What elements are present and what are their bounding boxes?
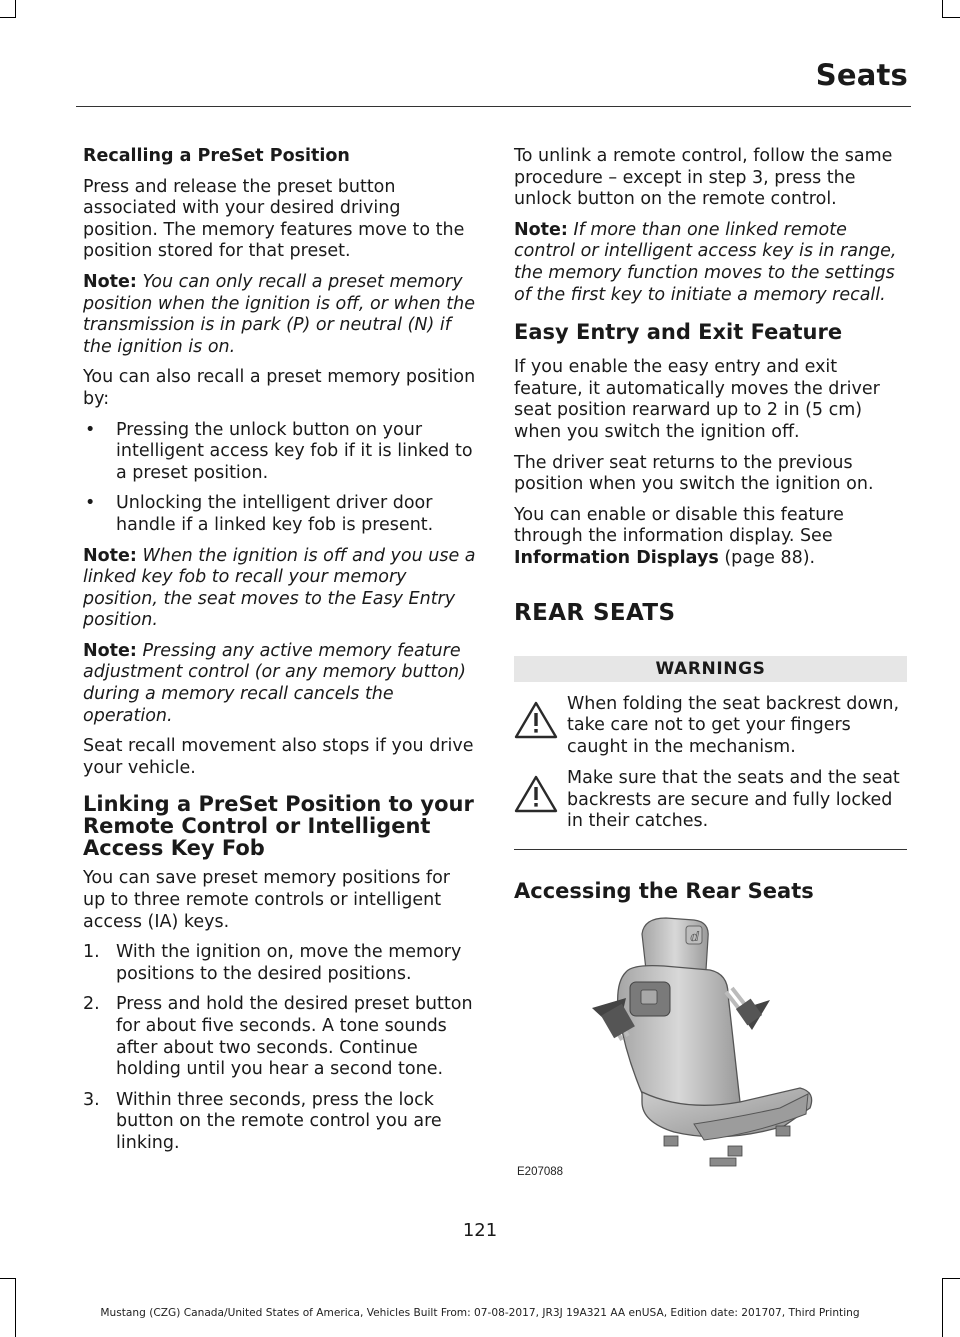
paragraph-enable-feature bbox=[514, 505, 907, 570]
note-text: When the ignition is off and you use a linked key fob to recall your memory position, the seat moves to the Easy Entry position. bbox=[83, 545, 476, 631]
heading-easy-entry: Easy Entry and Exit Feature bbox=[514, 320, 843, 345]
note-text: Pressing any active memory feature adjustment control (or any memory button) during a memory recall cancels the operation. bbox=[83, 640, 466, 726]
step-text: Press and hold the desired preset button for about five seconds. A tone sounds after about two seconds. Continue holding until you hear a second tone. bbox=[116, 994, 473, 1080]
crop-mark-bottom-right-h bbox=[942, 1278, 960, 1279]
step-number: 3. bbox=[83, 1089, 100, 1110]
paragraph-unlink: To unlink a remote control, follow the same procedure – except in step 3, press the unlock button on the remote control. bbox=[514, 146, 893, 210]
step-number: 1. bbox=[83, 942, 100, 963]
down-arrow-icon bbox=[726, 988, 770, 1030]
paragraph-recall-stops: Seat recall movement also stops if you drive your vehicle. bbox=[83, 736, 474, 778]
paragraph-easy-entry-1: If you enable the easy entry and exit feature, it automatically moves the driver seat position rearward up to 2 in (5 cm) when you switch the ignition off. bbox=[514, 357, 880, 442]
linking-steps-list bbox=[83, 942, 476, 1154]
note-text: If more than one linked remote control or intelligent access key is in range, the memory function moves to the settings of the first key to initiate a memory recall. bbox=[514, 219, 897, 305]
page-header-title: Seats bbox=[815, 58, 908, 92]
paragraph-easy-entry-2: The driver seat returns to the previous position when you switch the ignition on. bbox=[514, 452, 874, 495]
list-item bbox=[83, 420, 476, 485]
step-text: With the ignition on, move the memory positions to the desired positions. bbox=[116, 942, 462, 984]
svg-text:ⅆ: ⅆ bbox=[690, 930, 700, 946]
header-rule bbox=[76, 106, 911, 107]
note-cancel-recall bbox=[83, 641, 476, 727]
note-text: You can only recall a preset memory position when the ignition is off, or when the transmission is in park (P) or neutral (N) if the ignition is on. bbox=[83, 271, 476, 357]
bullet-mark: • bbox=[85, 493, 96, 514]
list-item-text: Pressing the unlock button on your intelligent access key fob if it is linked to a preset position. bbox=[116, 419, 473, 483]
heading-rear-seats: REAR SEATS bbox=[514, 599, 676, 626]
paragraph-press-release: Press and release the preset button associated with your desired driving position. The memory features move to the position stored for that preset. bbox=[83, 176, 465, 262]
paragraph-save-presets: You can save preset memory positions for up to three remote controls or intelligent access (IA) keys. bbox=[83, 868, 450, 932]
figure-code: E207088 bbox=[517, 1166, 564, 1179]
step-item bbox=[83, 942, 476, 985]
note-label: Note: bbox=[514, 219, 568, 240]
enable-text-post: (page 88). bbox=[718, 547, 816, 568]
step-text: Within three seconds, press the lock button on the remote control you are linking. bbox=[116, 1089, 442, 1153]
heading-accessing-rear-seats: Accessing the Rear Seats bbox=[514, 879, 814, 904]
left-column bbox=[83, 146, 476, 1164]
crop-mark-top-right-v bbox=[942, 0, 943, 18]
warning-text: When folding the seat backrest down, take care not to get your fingers caught in the mechanism. bbox=[567, 693, 900, 757]
crop-mark-top-left-h bbox=[0, 17, 16, 18]
page-number: 121 bbox=[462, 1220, 498, 1241]
warning-item bbox=[514, 694, 907, 759]
rear-seat-illustration bbox=[514, 912, 904, 1184]
note-label: Note: bbox=[83, 545, 137, 566]
seat-drawing bbox=[514, 912, 904, 1184]
warnings-rule bbox=[514, 849, 907, 850]
step-item bbox=[83, 1090, 476, 1155]
warning-triangle-icon bbox=[514, 700, 558, 740]
warnings-band: WARNINGS bbox=[514, 656, 907, 682]
page-footer: Mustang (CZG) Canada/United States of America, Vehicles Built From: 07-08-2017, JR3J 19A321 AA enUSA, Edition date: 201707, Third Printing bbox=[100, 1307, 860, 1319]
note-recall-conditions bbox=[83, 272, 476, 358]
note-key-fob-easy-entry bbox=[83, 546, 476, 632]
heading-linking-preset: Linking a PreSet Position to your Remote Control or Intelligent Access Key Fob bbox=[83, 792, 474, 861]
paragraph-also-recall: You can also recall a preset memory position by: bbox=[83, 367, 476, 409]
crop-mark-top-right-h bbox=[942, 17, 960, 18]
warning-text: Make sure that the seats and the seat backrests are secure and fully locked in their catches. bbox=[567, 768, 900, 832]
information-displays-link[interactable]: Information Displays bbox=[514, 547, 719, 568]
step-item bbox=[83, 994, 476, 1080]
note-label: Note: bbox=[83, 271, 137, 292]
crop-mark-bottom-left-h bbox=[0, 1278, 16, 1279]
warning-triangle-icon bbox=[514, 774, 558, 814]
recall-methods-list bbox=[83, 420, 476, 537]
note-multiple-keys bbox=[514, 220, 907, 306]
crop-mark-top-left-v bbox=[15, 0, 16, 18]
bullet-mark: • bbox=[85, 419, 96, 440]
heading-recalling-preset: Recalling a PreSet Position bbox=[83, 146, 350, 166]
note-label: Note: bbox=[83, 640, 137, 661]
list-item-text: Unlocking the intelligent driver door handle if a linked key fob is present. bbox=[116, 493, 434, 535]
right-column bbox=[514, 146, 907, 1184]
enable-text-pre: You can enable or disable this feature through the information display. See bbox=[514, 504, 844, 547]
step-number: 2. bbox=[83, 994, 100, 1015]
warning-item bbox=[514, 768, 907, 833]
list-item bbox=[83, 493, 476, 536]
